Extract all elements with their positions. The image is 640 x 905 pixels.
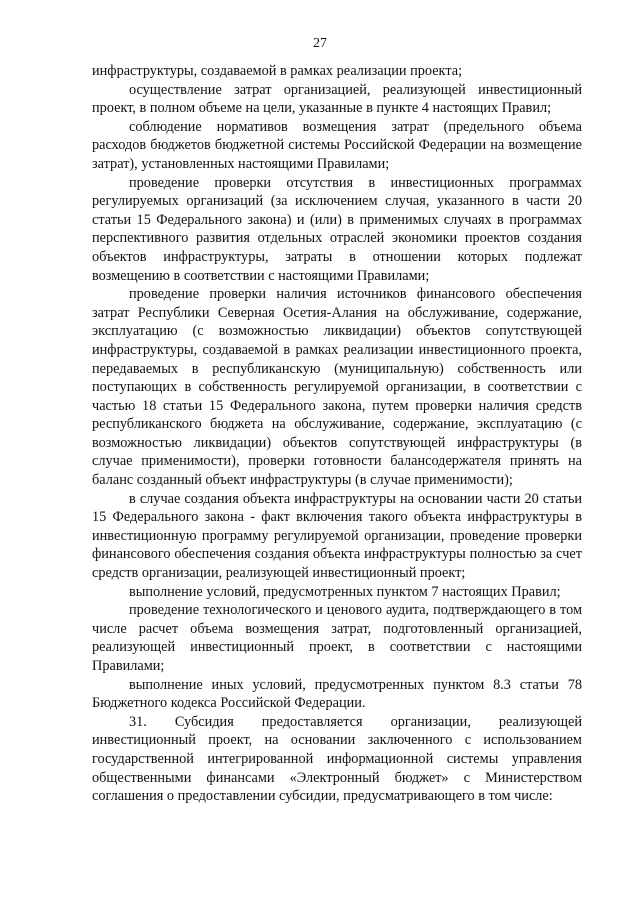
- page-number: 27: [313, 36, 327, 51]
- paragraph-continuation: инфраструктуры, создаваемой в рамках реализации проекта;: [92, 63, 463, 79]
- paragraph: осуществление затрат организацией, реализующей инвестиционный проект, в полном объеме на цели, указанные в пункте 4 настоящих Правил;: [92, 81, 582, 117]
- paragraph: проведение проверки наличия источников финансового обеспечения затрат Республики Северная Осетия-Алания на обслуживание, содержание, эксплуатацию (с возможностью ликвидации) объектов сопутствующей инфраструктуры, создаваемой в рамках реализации инвестиционного проекта, передаваемых в республиканскую (муниципальную) собственность или поступающих в собственность регулируемой организации, в соответствии с частью 18 статьи 15 Федерального закона, путем проверки наличия средств республиканского бюджета на обслуживание, содержание, эксплуатацию (с возможностью ликвидации) объектов сопутствующей инфраструктуры (в случае применимости), проверки готовности балансодержателя принять на баланс созданный объект инфраструктуры (в случае применимости);: [92, 286, 582, 489]
- paragraph: выполнение условий, предусмотренных пунктом 7 настоящих Правил;: [129, 583, 561, 600]
- paragraph: проведение технологического и ценового аудита, подтверждающего в том числе расчет объема возмещения затрат, подготовленный организацией, реализующей инвестиционный проект, в соответствии с настоящими Правилами;: [92, 602, 582, 674]
- paragraph: выполнение иных условий, предусмотренных пунктом 8.3 статьи 78 Бюджетного кодекса Российской Федерации.: [92, 676, 582, 712]
- paragraph-section-31: 31. Субсидия предоставляется организации, реализующей инвестиционный проект, на основании заключенного с использованием государственной интегрированной информационной системы управления общественными финансами «Электронный бюджет» с Министерством соглашения о предоставлении субсидии, предусматривающего в том числе:: [92, 713, 582, 805]
- paragraph: в случае создания объекта инфраструктуры на основании части 20 статьи 15 Федерального закона - факт включения такого объекта инфраструктуры в инвестиционную программу регулируемой организации, проведение проверки финансового обеспечения создания объекта инфраструктуры полностью за счет средств организации, реализующей инвестиционный проект;: [92, 490, 582, 582]
- paragraph: проведение проверки отсутствия в инвестиционных программах регулируемых организаций (за исключением случая, указанного в части 20 статьи 15 Федерального закона) и (или) в применимых случаях в программах перспективного развития отдельных отраслей экономики проектов создания объектов инфраструктуры, затраты в отношении которых подлежат возмещению в соответствии с настоящими Правилами;: [92, 174, 582, 284]
- paragraph: соблюдение нормативов возмещения затрат (предельного объема расходов бюджетов бюджетной системы Российской Федерации на возмещение затрат), установленных настоящими Правилами;: [92, 118, 582, 172]
- document-body: [92, 62, 582, 806]
